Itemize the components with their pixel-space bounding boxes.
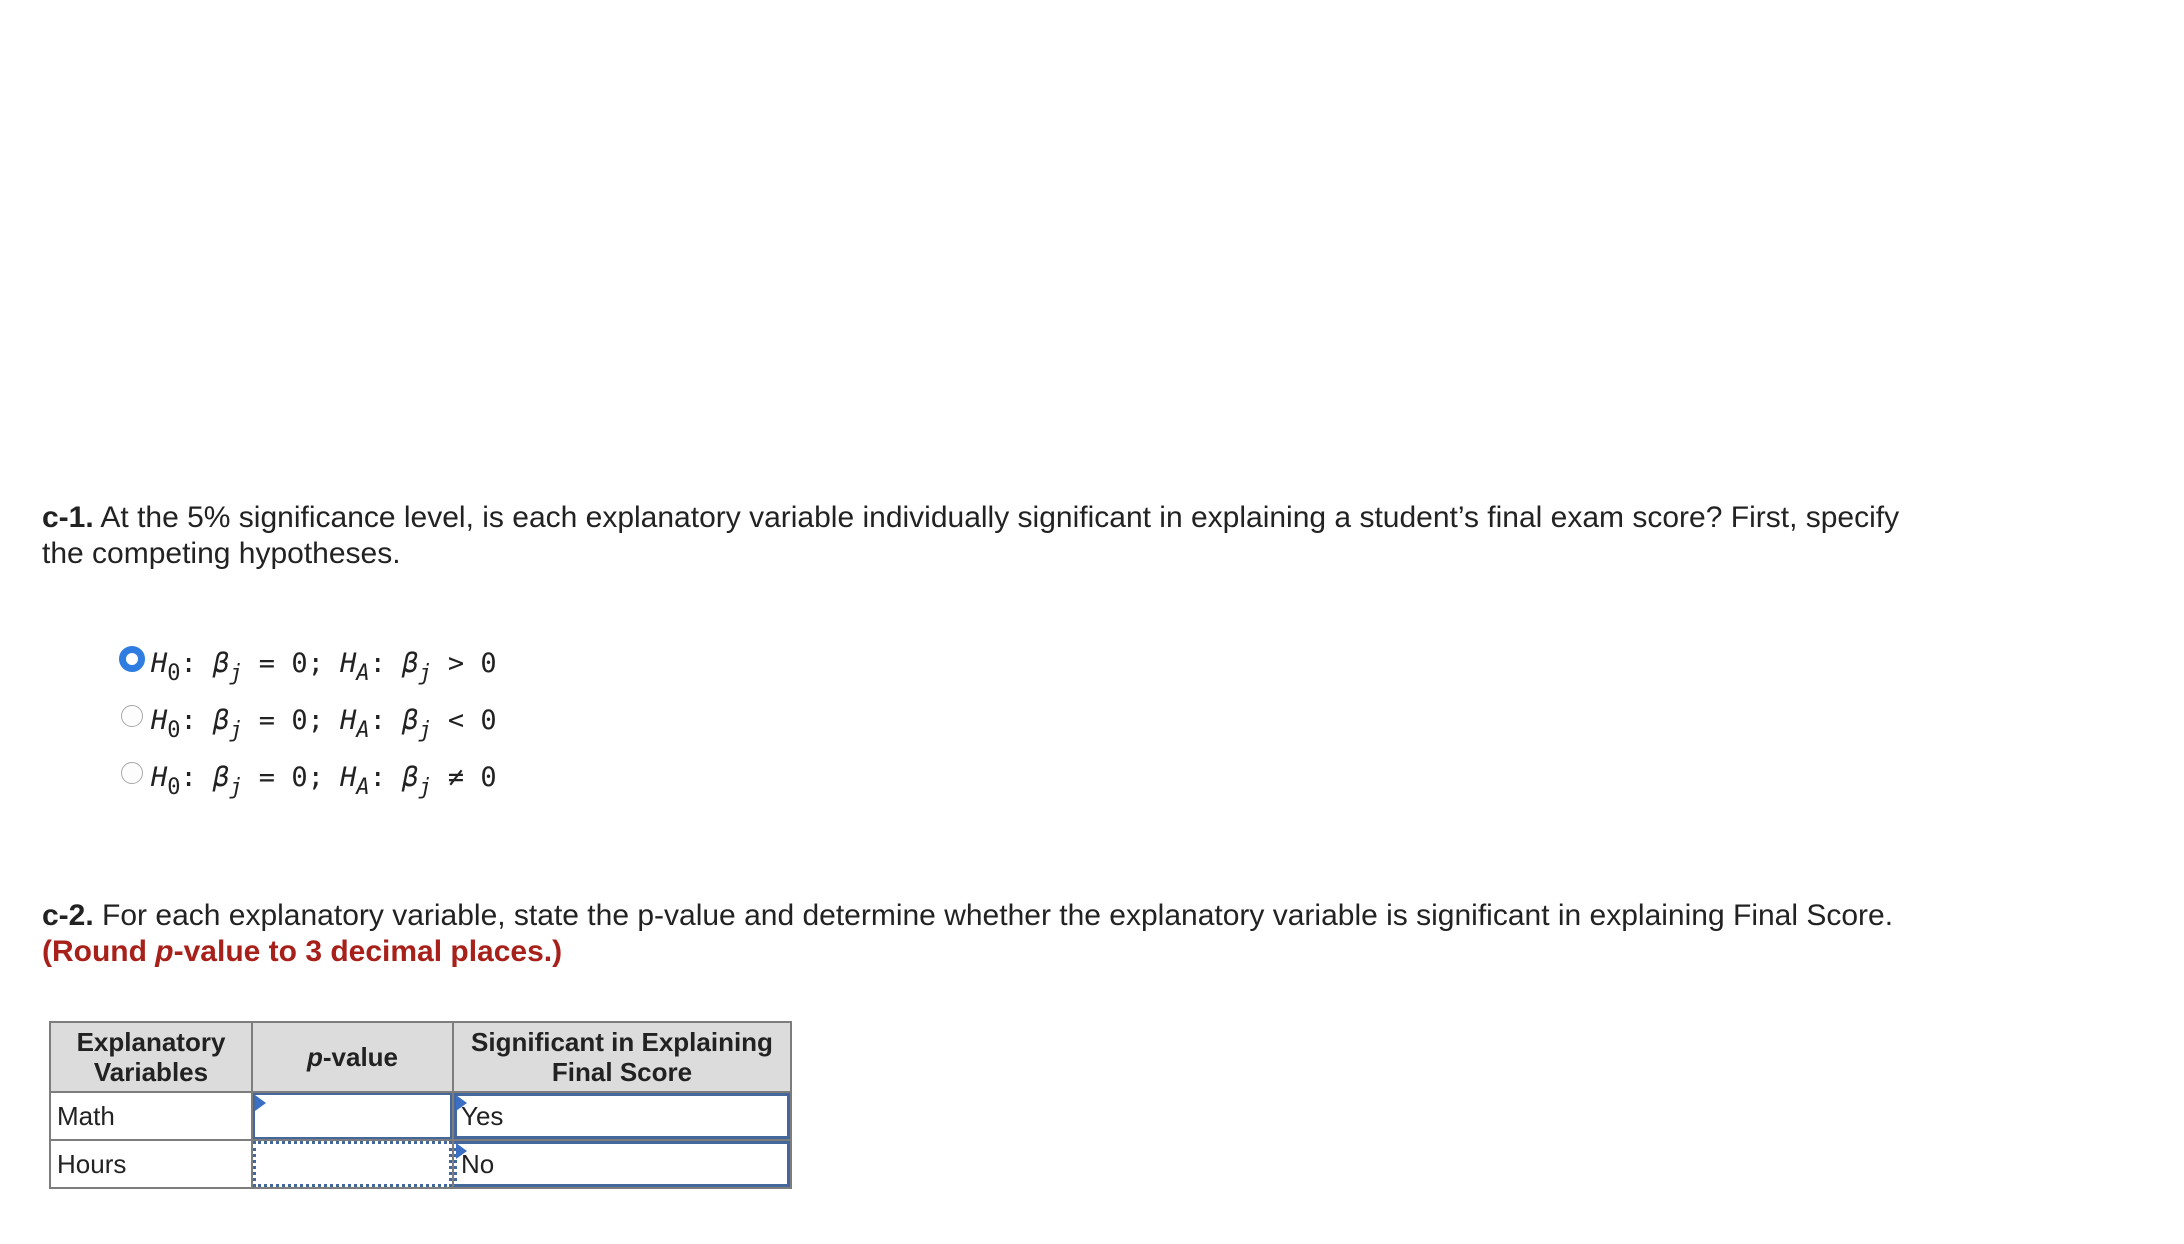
question-c1-body: At the 5% significance level, is each explanatory variable individually significant in explaining a student’s final exam score? First, specify the competing hypotheses. xyxy=(42,501,1900,570)
hypothesis-option-1[interactable] xyxy=(121,635,497,692)
dropdown-marker-icon xyxy=(456,1095,467,1111)
dropdown-marker-icon xyxy=(255,1095,266,1111)
question-c1-text xyxy=(42,500,1942,572)
table-header-row xyxy=(50,1022,791,1092)
question-c1-number: c-1. xyxy=(42,501,94,534)
radio-button-selected[interactable] xyxy=(119,646,145,672)
variable-name-hours: Hours xyxy=(50,1140,252,1188)
radio-button[interactable] xyxy=(121,762,143,784)
dropdown-marker-icon xyxy=(456,1143,467,1159)
header-p-value: p-value xyxy=(252,1022,453,1092)
question-c2-number: c-2. xyxy=(42,899,94,932)
rounding-instruction: (Round p-value to 3 decimal places.) xyxy=(42,935,563,968)
hypothesis-option-3[interactable] xyxy=(121,749,497,806)
table-row xyxy=(50,1092,791,1140)
hypothesis-option-2[interactable] xyxy=(121,692,497,749)
hypothesis-options xyxy=(121,635,497,806)
significance-table xyxy=(49,1021,792,1189)
p-value-input-hours[interactable] xyxy=(253,1141,452,1187)
significant-cell-math xyxy=(453,1092,791,1140)
significant-select-hours[interactable]: No xyxy=(454,1141,790,1187)
hypothesis-formula-3: $H_0$: $\beta_j = 0$; $H_A$: $\beta_j \ne 0$ xyxy=(151,762,497,800)
header-explanatory-variables: Explanatory Variables xyxy=(50,1022,252,1092)
hypothesis-formula-2: $H_0$: $\beta_j = 0$; $H_A$: $\beta_j < 0$ xyxy=(151,705,497,743)
p-value-cell-hours xyxy=(252,1140,453,1188)
hypothesis-formula-1: $H_0$: $\beta_j = 0$; $H_A$: $\beta_j > 0$ xyxy=(151,648,497,686)
variable-name-math: Math xyxy=(50,1092,252,1140)
header-significant: Significant in Explaining Final Score xyxy=(453,1022,791,1092)
radio-button[interactable] xyxy=(121,705,143,727)
p-value-cell-math xyxy=(252,1092,453,1140)
significant-select-math[interactable]: Yes xyxy=(454,1093,790,1139)
question-c2-text xyxy=(42,898,1942,970)
p-value-input-math[interactable] xyxy=(253,1093,452,1139)
question-c2-body: For each explanatory variable, state the p-value and determine whether the explanatory variable is significant in explaining Final Score. xyxy=(102,899,1894,932)
significant-cell-hours xyxy=(453,1140,791,1188)
table-row xyxy=(50,1140,791,1188)
